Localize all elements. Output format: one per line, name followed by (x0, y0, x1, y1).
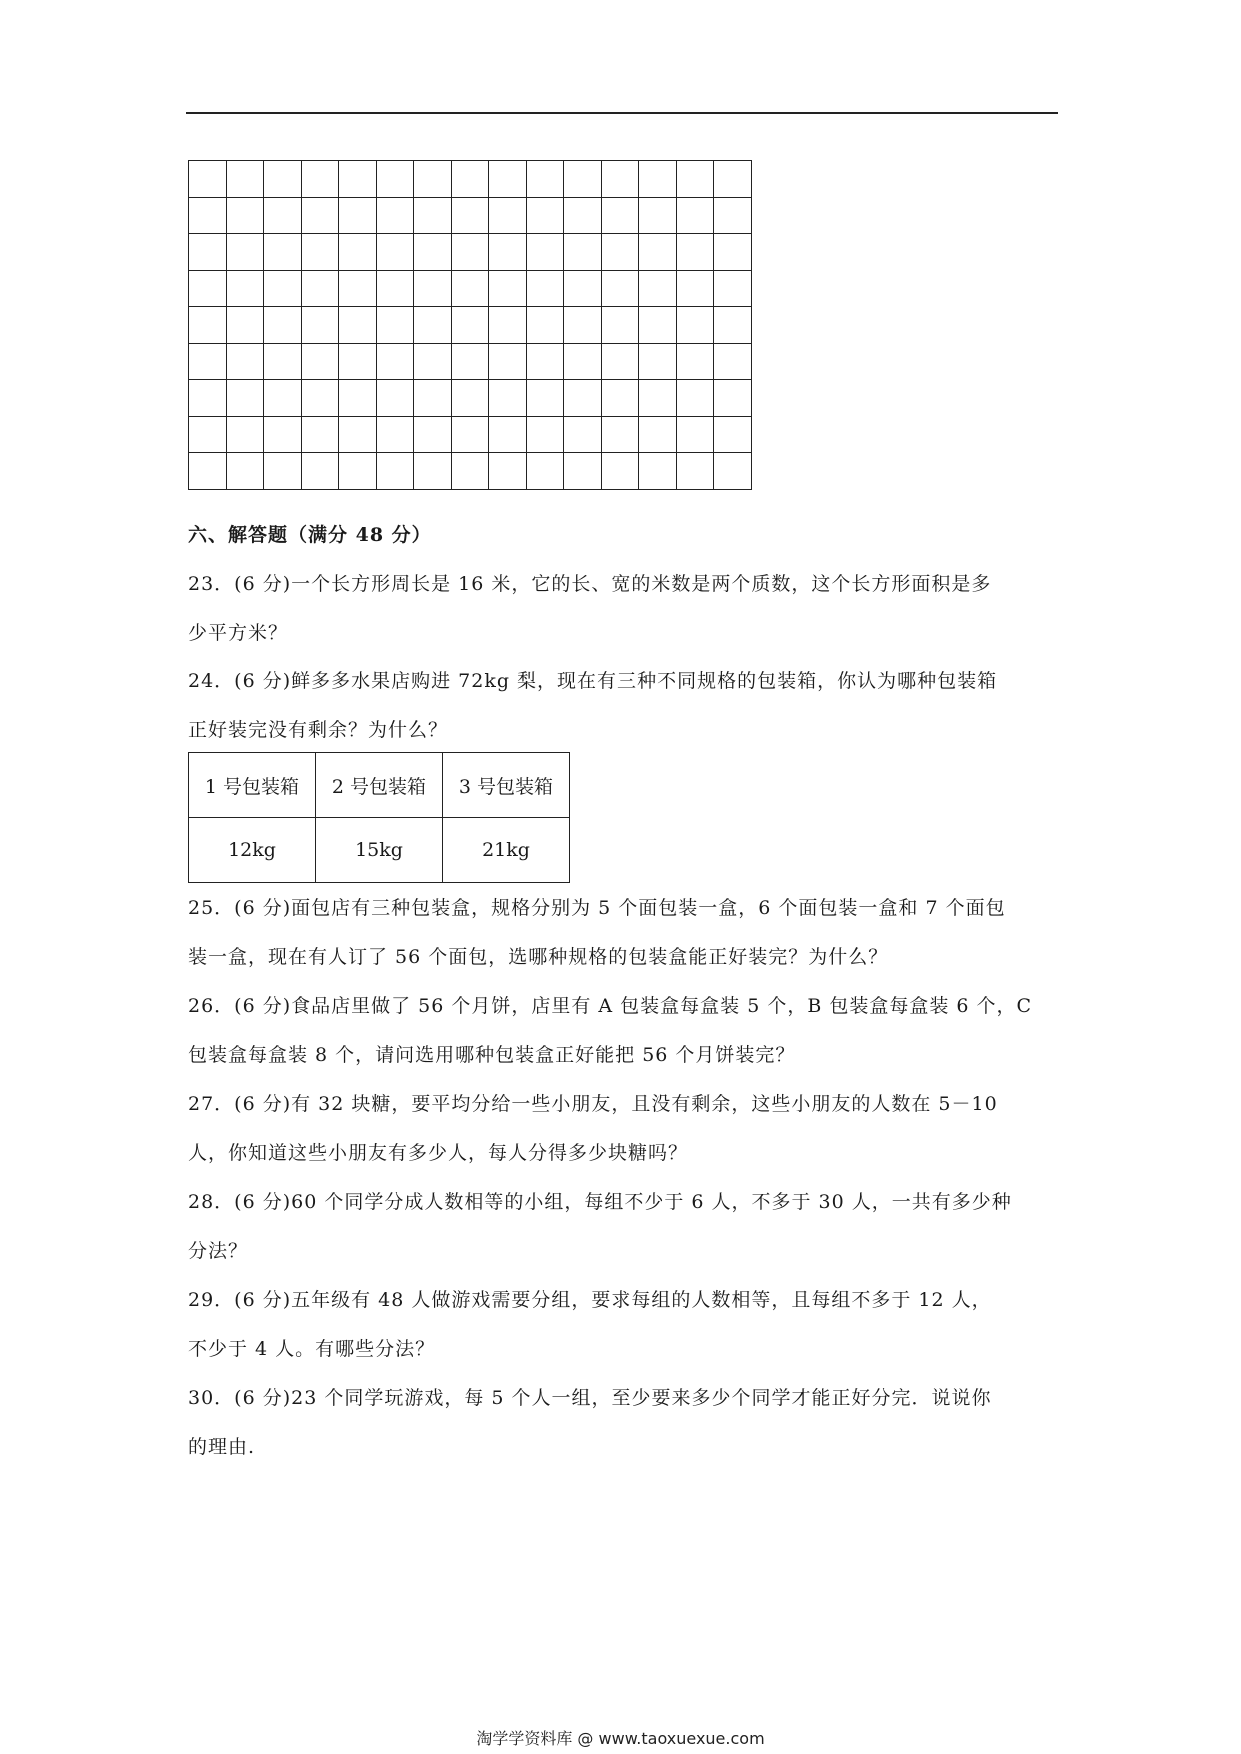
grid-cell (564, 234, 602, 271)
grid-cell (526, 234, 564, 271)
grid-cell (264, 161, 302, 198)
grid-cell (226, 234, 264, 271)
grid-cell (376, 380, 414, 417)
grid-cell (714, 234, 752, 271)
grid-cell (714, 453, 752, 490)
grid-cell (264, 307, 302, 344)
grid-cell (301, 343, 339, 380)
grid-cell (189, 343, 227, 380)
grid-row (189, 416, 752, 453)
question-26-line2: 包装盒每盒装 8 个，请问选用哪种包装盒正好能把 56 个月饼装完？ (188, 1044, 796, 1066)
grid-cell (226, 416, 264, 453)
grid-cell (639, 453, 677, 490)
grid-cell (264, 380, 302, 417)
grid-cell (264, 270, 302, 307)
header-rule (186, 112, 1058, 114)
table-header-cell: 3 号包装箱 (443, 753, 570, 818)
grid-cell (301, 270, 339, 307)
packaging-box-table (188, 752, 570, 883)
grid-cell (189, 197, 227, 234)
table-cell: 12kg (189, 818, 316, 883)
grid-cell (301, 161, 339, 198)
grid-cell (676, 307, 714, 344)
grid-cell (376, 234, 414, 271)
question-28-line1: 28．(6 分)60 个同学分成人数相等的小组，每组不少于 6 人，不多于 30 人，一共有多少种 (188, 1191, 1012, 1213)
grid-cell (526, 416, 564, 453)
question-30-line2: 的理由. (188, 1436, 256, 1458)
grid-cell (189, 416, 227, 453)
grid-cell (639, 416, 677, 453)
grid-cell (414, 270, 452, 307)
grid-cell (339, 453, 377, 490)
grid-row (189, 197, 752, 234)
grid-cell (414, 307, 452, 344)
grid-cell (526, 197, 564, 234)
grid-row (189, 453, 752, 490)
question-29-line2: 不少于 4 人。有哪些分法？ (188, 1338, 436, 1360)
grid-cell (601, 453, 639, 490)
grid-cell (676, 416, 714, 453)
table-header-cell: 2 号包装箱 (316, 753, 443, 818)
grid-cell (451, 270, 489, 307)
grid-cell (189, 307, 227, 344)
grid-cell (526, 307, 564, 344)
grid-cell (714, 161, 752, 198)
grid-cell (451, 380, 489, 417)
question-24-line2: 正好装完没有剩余？为什么？ (188, 719, 449, 741)
grid-cell (714, 380, 752, 417)
grid-row (189, 343, 752, 380)
grid-cell (564, 343, 602, 380)
table-cell: 21kg (443, 818, 570, 883)
grid-cell (676, 234, 714, 271)
grid-cell (339, 416, 377, 453)
footer-watermark: 淘学学资料库 @ www.taoxuexue.com (476, 1729, 765, 1748)
grid-cell (489, 343, 527, 380)
grid-cell (189, 161, 227, 198)
question-29-line1: 29．(6 分)五年级有 48 人做游戏需要分组，要求每组的人数相等，且每组不多于 12 人， (188, 1289, 992, 1311)
grid-cell (376, 161, 414, 198)
grid-cell (264, 343, 302, 380)
grid-cell (564, 453, 602, 490)
grid-cell (264, 234, 302, 271)
grid-cell (414, 161, 452, 198)
grid-cell (489, 416, 527, 453)
question-28-line2: 分法？ (188, 1240, 249, 1262)
grid-cell (601, 416, 639, 453)
grid-cell (451, 307, 489, 344)
grid-cell (676, 343, 714, 380)
grid-cell (601, 307, 639, 344)
table-cell: 15kg (316, 818, 443, 883)
grid-cell (526, 453, 564, 490)
grid-cell (639, 343, 677, 380)
grid-cell (601, 197, 639, 234)
grid-cell (564, 270, 602, 307)
question-24 (188, 657, 1060, 755)
grid-row (189, 234, 752, 271)
grid-cell (264, 416, 302, 453)
grid-cell (714, 270, 752, 307)
grid-cell (414, 234, 452, 271)
grid-cell (451, 234, 489, 271)
grid-cell (676, 197, 714, 234)
question-25-line1: 25．(6 分)面包店有三种包装盒，规格分别为 5 个面包装一盒，6 个面包装一盒和 7 个面包 (188, 897, 1006, 919)
question-23-line2: 少平方米？ (188, 622, 289, 644)
question-27-line2: 人，你知道这些小朋友有多少人，每人分得多少块糖吗？ (188, 1142, 689, 1164)
grid-cell (451, 343, 489, 380)
question-29 (188, 1276, 1060, 1374)
grid-cell (339, 234, 377, 271)
section-title: 六、解答题（满分 48 分） (188, 524, 432, 546)
table-header-cell: 1 号包装箱 (189, 753, 316, 818)
grid-cell (601, 234, 639, 271)
grid-cell (414, 380, 452, 417)
grid-cell (601, 270, 639, 307)
grid-cell (714, 197, 752, 234)
grid-cell (189, 270, 227, 307)
grid-cell (451, 197, 489, 234)
question-28 (188, 1178, 1060, 1276)
grid-cell (639, 307, 677, 344)
grid-cell (226, 307, 264, 344)
grid-cell (489, 234, 527, 271)
grid-cell (489, 270, 527, 307)
grid-cell (601, 343, 639, 380)
grid-row (189, 307, 752, 344)
grid-cell (226, 270, 264, 307)
grid-cell (601, 161, 639, 198)
grid-cell (376, 343, 414, 380)
question-27-line1: 27．(6 分)有 32 块糖，要平均分给一些小朋友，且没有剩余，这些小朋友的人数在 5－10 (188, 1093, 998, 1115)
table-header-row (189, 753, 570, 818)
grid-cell (489, 197, 527, 234)
grid-cell (189, 453, 227, 490)
grid-cell (526, 343, 564, 380)
grid-cell (451, 416, 489, 453)
grid-cell (339, 197, 377, 234)
grid-cell (489, 380, 527, 417)
grid-cell (339, 161, 377, 198)
grid-cell (301, 380, 339, 417)
grid-row (189, 380, 752, 417)
grid-cell (639, 380, 677, 417)
question-23-line1: 23．(6 分)一个长方形周长是 16 米，它的长、宽的米数是两个质数，这个长方形面积是多 (188, 573, 992, 595)
question-23 (188, 560, 1060, 658)
grid-cell (714, 416, 752, 453)
grid-cell (414, 453, 452, 490)
question-30-line1: 30．(6 分)23 个同学玩游戏，每 5 个人一组，至少要来多少个同学才能正好分完．说说你 (188, 1387, 992, 1409)
grid-cell (226, 197, 264, 234)
grid-cell (339, 343, 377, 380)
grid-cell (714, 307, 752, 344)
grid-cell (639, 197, 677, 234)
grid-cell (714, 343, 752, 380)
grid-cell (676, 161, 714, 198)
grid-cell (339, 307, 377, 344)
grid-cell (676, 453, 714, 490)
grid-cell (414, 197, 452, 234)
grid-cell (226, 161, 264, 198)
grid-cell (639, 161, 677, 198)
grid-cell (676, 270, 714, 307)
question-30 (188, 1374, 1060, 1472)
question-25-line2: 装一盒，现在有人订了 56 个面包，选哪种规格的包装盒能正好装完？为什么？ (188, 946, 889, 968)
grid-cell (339, 270, 377, 307)
grid-cell (564, 197, 602, 234)
grid-cell (564, 161, 602, 198)
grid-cell (639, 234, 677, 271)
grid-cell (301, 307, 339, 344)
grid-row (189, 161, 752, 198)
question-26 (188, 982, 1060, 1080)
grid-cell (301, 416, 339, 453)
grid-cell (414, 416, 452, 453)
grid-cell (564, 380, 602, 417)
grid-cell (601, 380, 639, 417)
grid-cell (226, 380, 264, 417)
grid-cell (489, 307, 527, 344)
grid-cell (376, 270, 414, 307)
grid-cell (264, 197, 302, 234)
grid-cell (376, 307, 414, 344)
grid-cell (451, 453, 489, 490)
grid-cell (676, 380, 714, 417)
grid-cell (526, 270, 564, 307)
grid-row (189, 270, 752, 307)
question-24-line1: 24．(6 分)鲜多多水果店购进 72kg 梨，现在有三种不同规格的包装箱，你认为哪种包装箱 (188, 670, 998, 692)
grid-cell (489, 161, 527, 198)
grid-cell (564, 307, 602, 344)
grid-cell (189, 234, 227, 271)
grid-cell (376, 453, 414, 490)
grid-cell (189, 380, 227, 417)
grid-cell (301, 234, 339, 271)
grid-cell (414, 343, 452, 380)
grid-cell (301, 453, 339, 490)
grid-cell (301, 197, 339, 234)
grid-cell (526, 380, 564, 417)
grid-cell (339, 380, 377, 417)
question-26-line1: 26．(6 分)食品店里做了 56 个月饼，店里有 A 包装盒每盒装 5 个，B 包装盒每盒装 6 个，C (188, 995, 1033, 1017)
drawing-grid (188, 160, 752, 490)
grid-cell (564, 416, 602, 453)
question-25 (188, 884, 1060, 982)
grid-cell (526, 161, 564, 198)
grid-cell (376, 197, 414, 234)
grid-cell (226, 453, 264, 490)
table-row (189, 818, 570, 883)
grid-cell (451, 161, 489, 198)
grid-cell (376, 416, 414, 453)
grid-cell (489, 453, 527, 490)
grid-cell (264, 453, 302, 490)
question-27 (188, 1080, 1060, 1178)
grid-cell (639, 270, 677, 307)
grid-cell (226, 343, 264, 380)
